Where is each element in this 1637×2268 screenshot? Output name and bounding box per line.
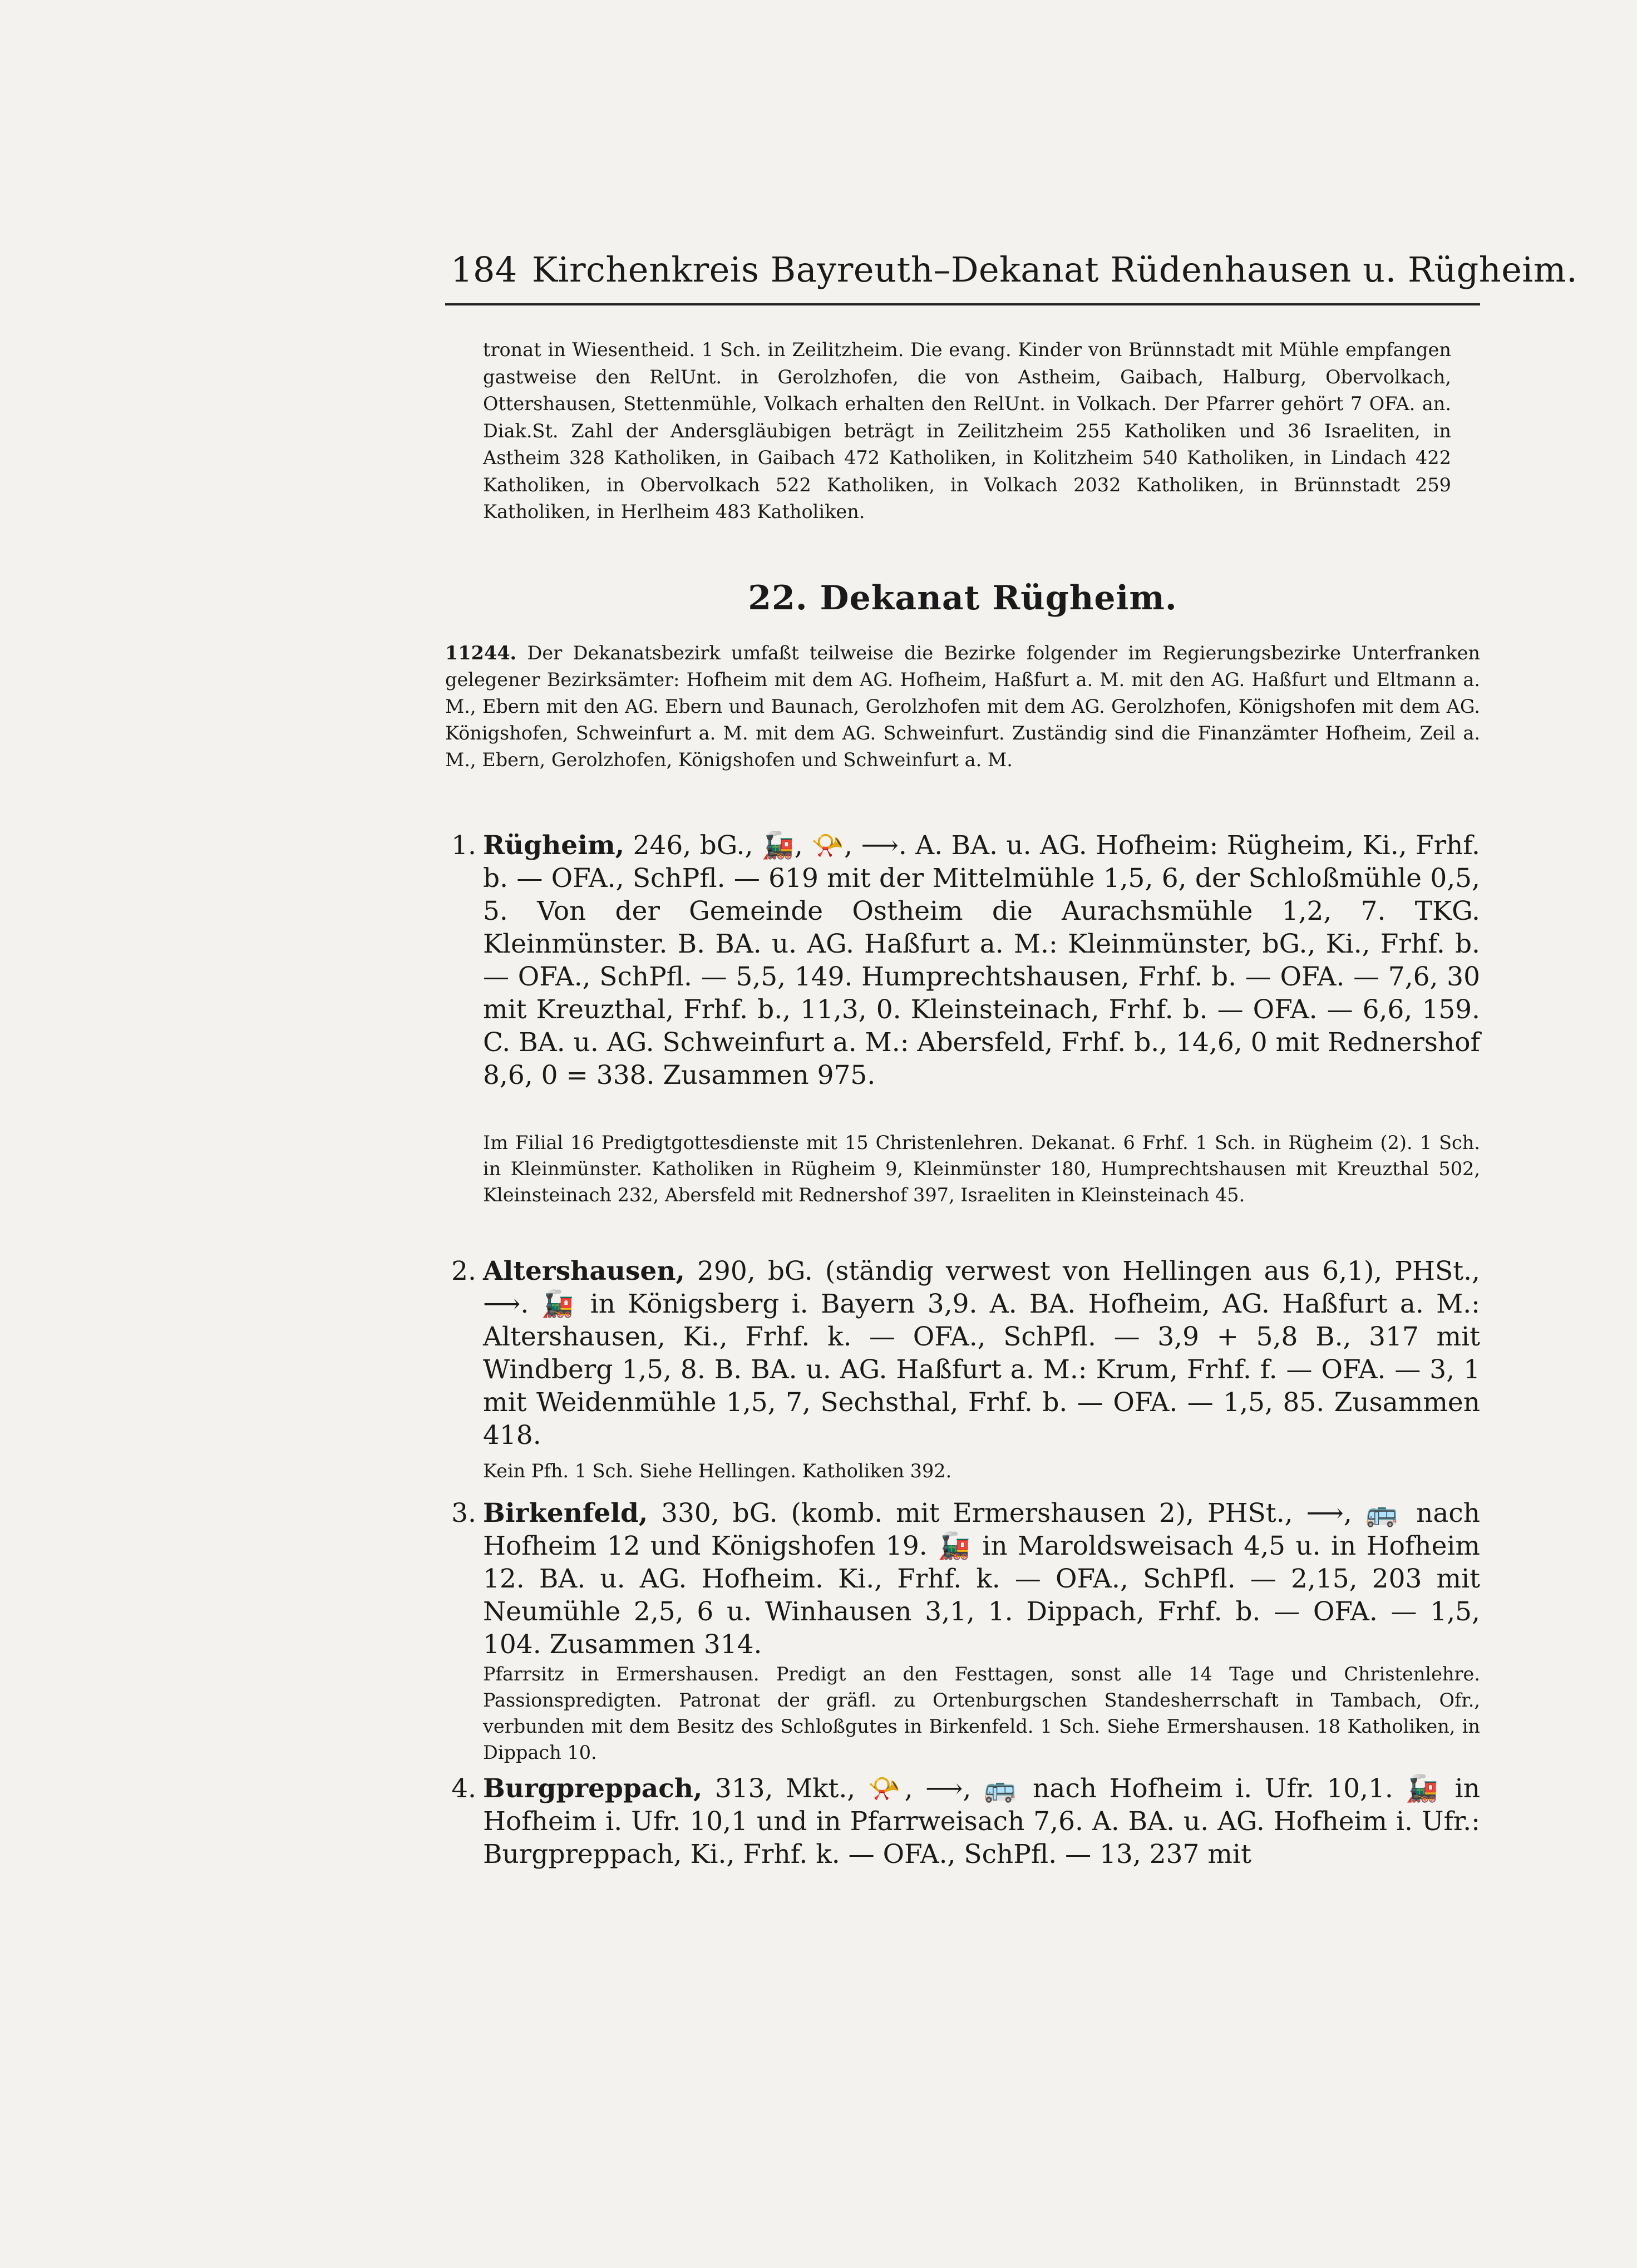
- entry-number: 1.: [451, 830, 476, 861]
- header-title: Kirchenkreis Bayreuth–Dekanat Rüdenhausen u. Rügheim.: [531, 249, 1578, 290]
- entry-name: Rügheim,: [483, 830, 625, 861]
- section-heading: 22. Dekanat Rügheim.: [748, 579, 1177, 618]
- entry-text: 290, bG. (ständig verwest von Hellingen aus 6,1), PHSt., ⟶. 🚂 in Königsberg i. Bayern 3,9. A. BA. Hofheim, AG. Haßfurt a. M.: Altershausen, Ki., Frhf. k. — OFA., SchPfl. — 3,9 + 5,8 B., 317 mit Windberg 1,5, 8. B. BA. u. AG. Haßfurt a. M.: Krum, Frhf. f. — OFA. — 3, 1 mit Weidenmühle 1,5, 7, Sechsthal, Frhf. b. — OFA. — 1,5, 85. Zusammen 418.: [483, 1256, 1480, 1451]
- entry-2-note: Kein Pfh. 1 Sch. Siehe Hellingen. Katholiken 392.: [483, 1460, 952, 1482]
- entry-3-note: Pfarrsitz in Ermershausen. Predigt an den Festtagen, sonst alle 14 Tage und Christenlehre. Passionspredigten. Patronat der gräfl. zu Ortenburgschen Standesherrschaft in Tambach, Ofr., verbunden mit dem Besitz des Schloßgutes in Birkenfeld. 1 Sch. Siehe Ermershausen. 18 Katholiken, in Dippach 10.: [483, 1663, 1480, 1763]
- entry-text: 313, Mkt., 📯, ⟶, 🚌 nach Hofheim i. Ufr. 10,1. 🚂 in Hofheim i. Ufr. 10,1 und in Pfarrweisach 7,6. A. BA. u. AG. Hofheim i. Ufr.: Burgpreppach, Ki., Frhf. k. — OFA., SchPfl. — 13, 237 mit: [483, 1773, 1480, 1870]
- entry-2: [451, 1255, 1480, 1452]
- entry-number: 3.: [451, 1498, 476, 1529]
- entry-name: Birkenfeld,: [483, 1498, 648, 1529]
- entry-3: [451, 1497, 1480, 1661]
- running-header: [451, 249, 1578, 290]
- entry-1-note: Im Filial 16 Predigtgottesdienste mit 15 Christenlehren. Dekanat. 6 Frhf. 1 Sch. in Rügheim (2). 1 Sch. in Kleinmünster. Katholiken in Rügheim 9, Kleinmünster 180, Humprechtshausen mit Kreuzthal 502, Kleinsteinach 232, Abersfeld mit Rednershof 397, Israeliten in Kleinsteinach 45.: [483, 1132, 1480, 1206]
- section-intro-number: 11244.: [445, 642, 517, 664]
- entry-4: [451, 1772, 1480, 1871]
- section-intro: [445, 640, 1480, 773]
- header-rule: [445, 303, 1480, 305]
- entry-text: 246, bG., 🚂, 📯, ⟶. A. BA. u. AG. Hofheim: Rügheim, Ki., Frhf. b. — OFA., SchPfl. — 619 mit der Mittelmühle 1,5, 6, der Schloßmühle 0,5, 5. Von der Gemeinde Ostheim die Aurachsmühle 1,2, 7. TKG. Kleinmünster. B. BA. u. AG. Haßfurt a. M.: Kleinmünster, bG., Ki., Frhf. b. — OFA., SchPfl. — 5,5, 149. Humprechtshausen, Frhf. b. — OFA. — 7,6, 30 mit Kreuzthal, Frhf. b., 11,3, 0. Kleinsteinach, Frhf. b. — OFA. — 6,6, 159. C. BA. u. AG. Schweinfurt a. M.: Abersfeld, Frhf. b., 14,6, 0 mit Rednershof 8,6, 0 = 338. Zusammen 975.: [483, 830, 1480, 1091]
- entry-name: Burgpreppach,: [483, 1773, 703, 1804]
- section-intro-text: Der Dekanatsbezirk umfaßt teilweise die Bezirke folgender im Regierungsbezirke Unterfranken gelegener Bezirksämter: Hofheim mit dem AG. Hofheim, Haßfurt a. M. mit den AG. Haßfurt und Eltmann a. M., Ebern mit den AG. Ebern und Baunach, Gerolzhofen mit dem AG. Gerolzhofen, Königshofen mit dem AG. Königshofen, Schweinfurt a. M. mit dem AG. Schweinfurt. Zuständig sind die Finanzämter Hofheim, Zeil a. M., Ebern, Gerolzhofen, Königshofen und Schweinfurt a. M.: [445, 642, 1480, 771]
- entry-text: 330, bG. (komb. mit Ermershausen 2), PHSt., ⟶, 🚌 nach Hofheim 12 und Königshofen 19. 🚂 in Maroldsweisach 4,5 u. in Hofheim 12. BA. u. AG. Hofheim. Ki., Frhf. k. — OFA., SchPfl. — 2,15, 203 mit Neumühle 2,5, 6 u. Winhausen 3,1, 1. Dippach, Frhf. b. — OFA. — 1,5, 104. Zusammen 314.: [483, 1498, 1480, 1660]
- entry-1: [451, 829, 1480, 1092]
- page-number: 184: [451, 249, 517, 290]
- entry-number: 4.: [451, 1773, 476, 1804]
- intro-paragraph: tronat in Wiesentheid. 1 Sch. in Zeilitzheim. Die evang. Kinder von Brünnstadt mit Mühle empfangen gastweise den RelUnt. in Gerolzhofen, die von Astheim, Gaibach, Halburg, Obervolkach, Ottershausen, Stettenmühle, Volkach erhalten den RelUnt. in Volkach. Der Pfarrer gehört 7 OFA. an. Diak.St. Zahl der Andersgläubigen beträgt in Zeilitzheim 255 Katholiken und 36 Israeliten, in Astheim 328 Katholiken, in Gaibach 472 Katholiken, in Kolitzheim 540 Katholiken, in Lindach 422 Katholiken, in Obervolkach 522 Katholiken, in Volkach 2032 Katholiken, in Brünnstadt 259 Katholiken, in Herlheim 483 Katholiken.: [483, 339, 1451, 522]
- entry-name: Altershausen,: [483, 1256, 685, 1286]
- entry-number: 2.: [451, 1256, 476, 1286]
